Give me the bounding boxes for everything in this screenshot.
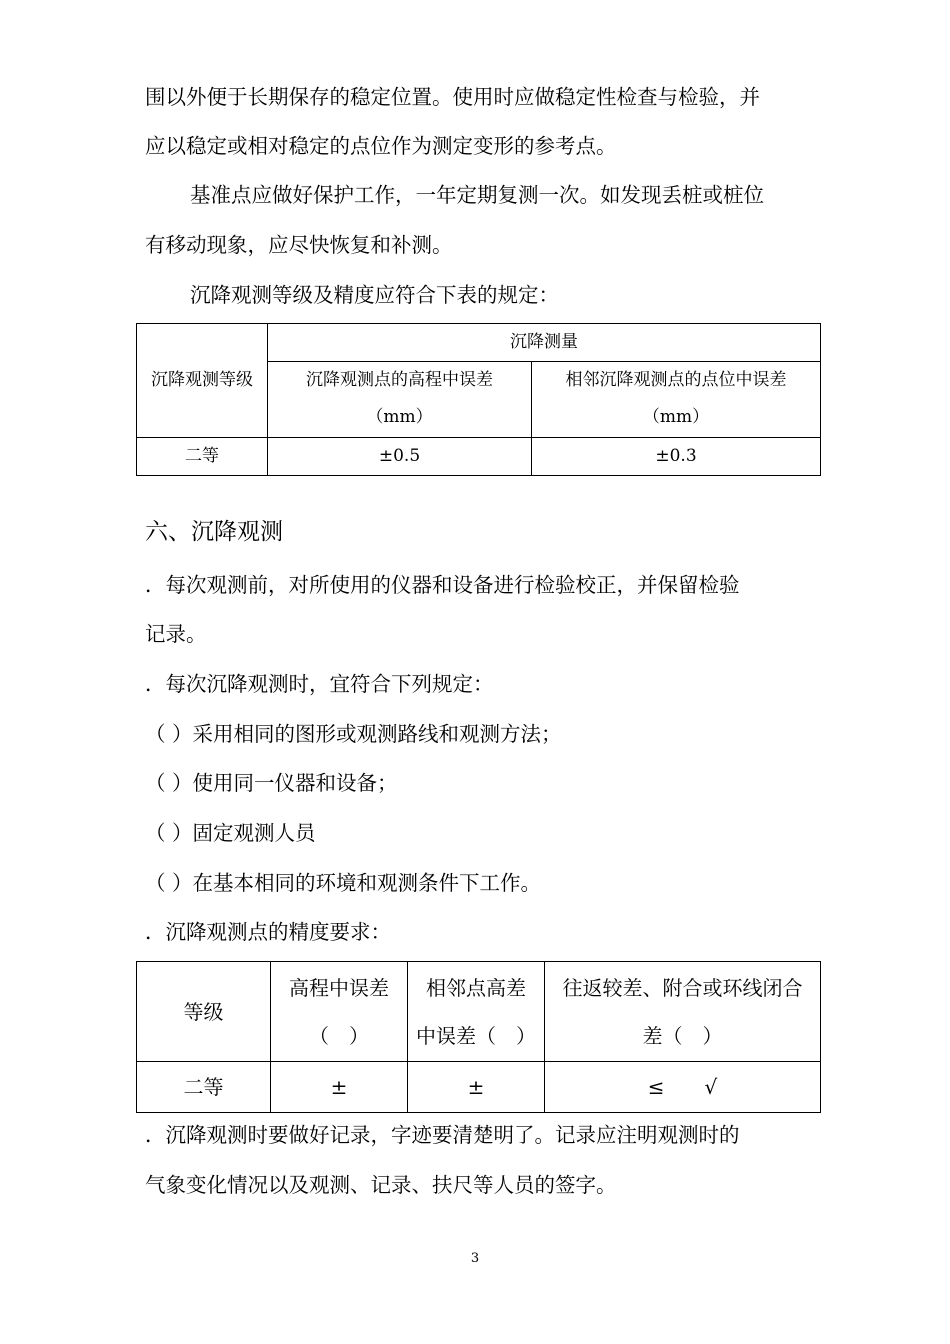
table1-header-grade: 沉降观测等级 [137,324,268,438]
paragraph-line: 围以外便于长期保存的稳定位置。使用时应做稳定性检查与检验，并 [145,85,760,109]
list-item: 记录。 [145,622,207,646]
table1-col1-title: 沉降观测点的高程中误差 [306,370,493,391]
table2-col1-title: 高程中误差 [289,975,389,1000]
table2-col3-unit: 差（ ） [642,1023,723,1048]
table1-header-col2 [532,362,821,437]
paragraph-line: 有移动现象，应尽快恢复和补测。 [145,233,453,257]
table1-header-group: 沉降测量 [268,324,821,362]
table-row [137,1062,821,1113]
table2-row-col1: ± [271,1062,408,1113]
table2-col1-unit: （ ） [309,1023,369,1048]
list-item: （ ）固定观测人员 [145,821,316,845]
list-item: ．每次沉降观测时，宜符合下列规定： [145,672,494,696]
table2-header-col2 [408,962,545,1062]
table1-header-col1 [268,362,532,437]
table2-col2-title: 相邻点高差 [426,975,526,1000]
table1-row-col1: ±0.5 [268,437,532,475]
table1-row-grade: 二等 [137,437,268,475]
list-item: （ ）使用同一仪器和设备； [145,771,398,795]
paragraph-line: 应以稳定或相对稳定的点位作为测定变形的参考点。 [145,134,617,158]
table2-col3-title: 往返较差、附合或环线闭合 [562,975,803,1000]
table2-row-col2: ± [408,1062,545,1113]
paragraph-line: 基准点应做好保护工作，一年定期复测一次。如发现丢桩或桩位 [190,183,764,207]
paragraph-line: 沉降观测等级及精度应符合下表的规定： [190,283,559,307]
table1-col1-unit: （mm） [366,407,433,428]
list-item: ．沉降观测时要做好记录，字迹要清楚明了。记录应注明观测时的 [145,1123,740,1147]
table2-row-col3: ≤ √ [545,1062,821,1113]
table2-header-col3 [545,962,821,1062]
table1-col2-title: 相邻沉降观测点的点位中误差 [565,370,787,391]
settlement-grade-table [136,323,821,476]
list-item: （ ）在基本相同的环境和观测条件下工作。 [145,871,542,895]
list-item: （ ）采用相同的图形或观测路线和观测方法； [145,722,562,746]
page-number: 3 [470,1251,480,1266]
list-item: 气象变化情况以及观测、记录、扶尺等人员的签字。 [145,1173,617,1197]
table2-col2-unit: 中误差（ ） [416,1023,536,1048]
table-row [137,437,821,475]
precision-requirement-table [136,961,821,1113]
table2-row-grade: 二等 [137,1062,271,1113]
table2-header-col1 [271,962,408,1062]
section-heading: 六、沉降观测 [145,519,283,545]
table2-header-grade: 等级 [137,962,271,1062]
table1-row-col2: ±0.3 [532,437,821,475]
list-item: ．沉降观测点的精度要求： [145,920,391,944]
table1-col2-unit: （mm） [642,407,710,428]
list-item: ．每次观测前，对所使用的仪器和设备进行检验校正，并保留检验 [145,573,740,597]
